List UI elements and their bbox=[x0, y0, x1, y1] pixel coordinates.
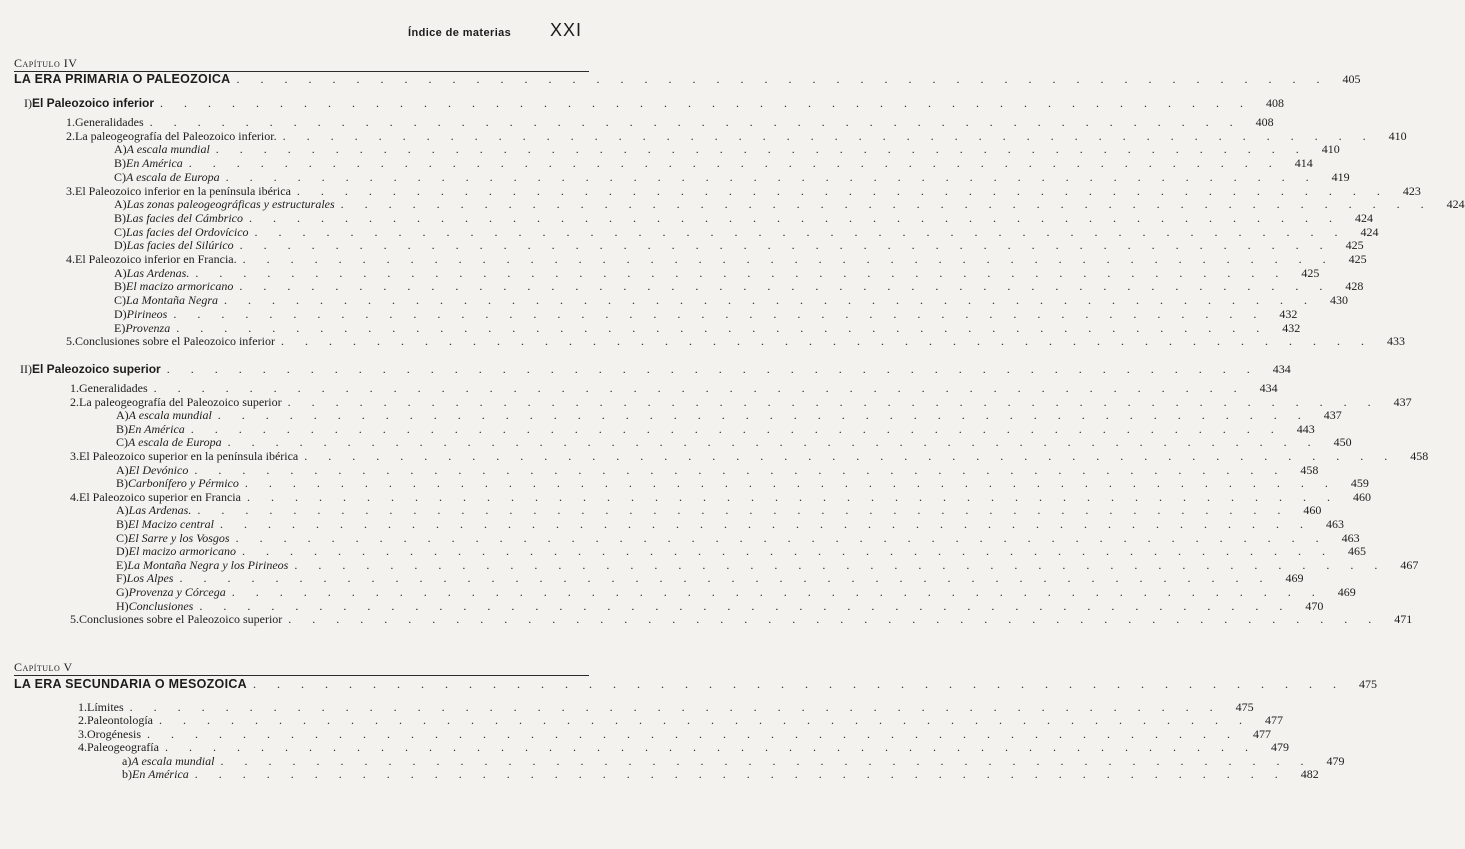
entry-number: B) bbox=[116, 421, 128, 436]
entry-number: II) bbox=[20, 362, 32, 376]
entry-page: 425 bbox=[1301, 265, 1320, 280]
entry-page: 463 bbox=[1325, 517, 1344, 531]
leader-dots: . . . . . . . . . . . . . . . . . . . . . . . . . . . . . . . . . . . . . . . . . . . . . . bbox=[176, 320, 1269, 335]
entry-number: C) bbox=[116, 435, 128, 450]
entry-number: F) bbox=[116, 571, 127, 586]
entry-number: G) bbox=[116, 585, 129, 599]
entry-number: A) bbox=[114, 142, 127, 157]
entry-number: D) bbox=[114, 306, 127, 321]
entry-number: B) bbox=[114, 279, 126, 294]
entry-number: 1. bbox=[78, 700, 87, 714]
entry-page: 475 bbox=[1359, 677, 1378, 691]
chapter-rule bbox=[14, 675, 589, 676]
running-header-title: Índice de materias bbox=[408, 27, 512, 39]
toc-entry bbox=[66, 252, 1367, 266]
entry-title: Las Ardenas. bbox=[126, 265, 190, 280]
entry-number: 2. bbox=[78, 713, 87, 728]
entry-page: 465 bbox=[1348, 544, 1366, 559]
leader-dots: . . . . . . . . . . . . . . . . . . . . . . . . . . . . . . . . . . . . . . . . . . . . . . bbox=[225, 169, 1318, 184]
leader-dots: . . . . . . . . . . . . . . . . . . . . . . . . . . . . . . . . . . . . . . . . . . . . . . bbox=[227, 435, 1320, 450]
entry-number: 4. bbox=[78, 740, 87, 755]
toc-subentry bbox=[116, 462, 1319, 477]
era-heading bbox=[14, 677, 1378, 691]
toc-subentry bbox=[114, 142, 1340, 157]
leader-dots: . . . . . . . . . . . . . . . . . . . . . . . . . . . . . . . . . . . . . . . . . . . . . . bbox=[194, 767, 1287, 781]
entry-number: A) bbox=[116, 503, 129, 518]
era-heading bbox=[14, 72, 1361, 86]
entry-title: Generalidades bbox=[79, 381, 148, 395]
leader-dots: . . . . . . . . . . . . . . . . . . . . . . . . . . . . . . . . . . . . . . . . . . . . . . bbox=[231, 585, 1324, 599]
entry-title: El Sarre y los Vosgos bbox=[128, 530, 230, 545]
entry-page: 477 bbox=[1265, 713, 1283, 728]
entry-page: 428 bbox=[1345, 279, 1364, 294]
toc-entry bbox=[78, 740, 1289, 755]
entry-title: Orogénesis bbox=[87, 726, 141, 741]
entry-number: E) bbox=[114, 320, 126, 335]
page-number: XXI bbox=[549, 20, 582, 40]
leader-dots: . . . . . . . . . . . . . . . . . . . . . . . . . . . . . . . . . . . . . . . . . . . . . . bbox=[219, 517, 1312, 531]
leader-dots: . . . . . . . . . . . . . . . . . . . . . . . . . . . . . . . . . . . . . . . . . . . . . . bbox=[236, 72, 1329, 86]
leader-dots: . . . . . . . . . . . . . . . . . . . . . . . . . . . . . . . . . . . . . . . . . . . . . . bbox=[282, 128, 1375, 143]
toc-entry bbox=[70, 612, 1413, 627]
entry-page: 433 bbox=[1386, 334, 1405, 349]
toc-subentry bbox=[114, 197, 1465, 212]
toc-entry bbox=[78, 713, 1283, 728]
entry-page: 459 bbox=[1350, 476, 1369, 491]
toc-subentry bbox=[116, 544, 1366, 559]
entry-title: Límites bbox=[87, 700, 124, 714]
entry-page: 482 bbox=[1300, 767, 1319, 781]
entry-title: A escala mundial bbox=[131, 753, 215, 768]
entry-number: D) bbox=[114, 238, 127, 253]
entry-title: El Paleozoico superior bbox=[32, 362, 161, 376]
toc-subentry bbox=[116, 476, 1369, 491]
toc-subentry bbox=[116, 530, 1360, 545]
entry-title: En América bbox=[128, 421, 185, 436]
entry-title: En América bbox=[132, 767, 189, 781]
leader-dots: . . . . . . . . . . . . . . . . . . . . . . . . . . . . . . . . . . . . . . . . . . . . . . bbox=[239, 238, 1332, 253]
entry-title: El Paleozoico superior en Francia bbox=[79, 489, 241, 504]
entry-title: A escala de Europa bbox=[128, 435, 222, 450]
entry-page: 419 bbox=[1331, 169, 1350, 184]
entry-page: 460 bbox=[1303, 503, 1322, 518]
toc-subentry bbox=[116, 503, 1322, 518]
entry-number: 3. bbox=[78, 726, 87, 741]
entry-page: 434 bbox=[1259, 381, 1278, 395]
leader-dots: . . . . . . . . . . . . . . . . . . . . . . . . . . . . . . . . . . . . . . . . . . . . . . bbox=[253, 677, 1346, 691]
chapter-label: Capítulo V bbox=[14, 660, 73, 674]
leader-dots: . . . . . . . . . . . . . . . . . . . . . . . . . . . . . . . . . . . . . . . . . . . . . . bbox=[194, 462, 1287, 477]
leader-dots: . . . . . . . . . . . . . . . . . . . . . . . . . . . . . . . . . . . . . . . . . . . . . . bbox=[304, 449, 1397, 463]
toc-entry bbox=[78, 700, 1254, 714]
entry-title: El Devónico bbox=[128, 462, 189, 477]
leader-dots: . . . . . . . . . . . . . . . . . . . . . . . . . . . . . . . . . . . . . . . . . . . . . . bbox=[199, 598, 1292, 613]
entry-title: Los Alpes bbox=[126, 571, 174, 586]
entry-page: 425 bbox=[1345, 238, 1364, 253]
entry-page: 423 bbox=[1402, 183, 1421, 198]
entry-page: 463 bbox=[1341, 530, 1360, 545]
entry-page: 458 bbox=[1410, 449, 1429, 463]
leader-dots: . . . . . . . . . . . . . . . . . . . . . . . . . . . . . . . . . . . . . . . . . . . . . . bbox=[153, 381, 1246, 395]
entry-number: C) bbox=[116, 530, 128, 545]
toc-entry bbox=[66, 334, 1405, 349]
toc-subentry bbox=[114, 224, 1379, 239]
entry-page: 405 bbox=[1342, 72, 1361, 86]
leader-dots: . . . . . . . . . . . . . . . . . . . . . . . . . . . . . . . . . . . . . . . . . . . . . . bbox=[242, 544, 1334, 559]
leader-dots: . . . . . . . . . . . . . . . . . . . . . . . . . . . . . . . . . . . . . . . . . . . . . . bbox=[188, 156, 1281, 171]
entry-number: B) bbox=[114, 156, 126, 171]
entry-number: A) bbox=[116, 462, 129, 477]
entry-title: A escala de Europa bbox=[126, 169, 220, 184]
entry-number: B) bbox=[114, 210, 126, 225]
toc-subentry bbox=[116, 421, 1315, 436]
entry-title: El Paleozoico inferior bbox=[32, 96, 155, 110]
entry-page: 410 bbox=[1321, 142, 1340, 157]
leader-dots: . . . . . . . . . . . . . . . . . . . . . . . . . . . . . . . . . . . . . . . . . . . . . . bbox=[215, 142, 1308, 157]
entry-number: 3. bbox=[66, 183, 75, 198]
section-heading bbox=[20, 362, 1291, 376]
entry-page: 479 bbox=[1270, 740, 1289, 755]
entry-title: Pirineos bbox=[126, 306, 168, 321]
leader-dots: . . . . . . . . . . . . . . . . . . . . . . . . . . . . . . . . . . . . . . . . . . . . . . bbox=[254, 224, 1347, 239]
leader-dots: . . . . . . . . . . . . . . . . . . . . . . . . . . . . . . . . . . . . . . . . . . . . . . bbox=[147, 726, 1239, 741]
entry-number: 2. bbox=[70, 394, 79, 409]
entry-number: 1. bbox=[66, 115, 75, 129]
leader-dots: . . . . . . . . . . . . . . . . . . . . . . . . . . . . . . . . . . . . . . . . . . . . . . bbox=[195, 265, 1288, 280]
entry-title: Las zonas paleogeográficas y estructurales bbox=[126, 197, 335, 212]
leader-dots: . . . . . . . . . . . . . . . . . . . . . . . . . . . . . . . . . . . . . . . . . . . . . . bbox=[242, 252, 1335, 266]
entry-page: 434 bbox=[1272, 362, 1291, 376]
leader-dots: . . . . . . . . . . . . . . . . . . . . . . . . . . . . . . . . . . . . . . . . . . . . . . bbox=[246, 489, 1339, 504]
entry-title: Paleogeografía bbox=[87, 740, 159, 755]
toc-subentry bbox=[114, 306, 1298, 321]
entry-page: 437 bbox=[1323, 408, 1342, 423]
toc-subentry bbox=[114, 265, 1320, 280]
entry-number: C) bbox=[114, 224, 126, 239]
toc-entry bbox=[70, 394, 1412, 409]
entry-title: Conclusiones sobre el Paleozoico inferior bbox=[75, 334, 275, 349]
entry-page: 458 bbox=[1300, 462, 1319, 477]
entry-title: Las facies del Cámbrico bbox=[126, 210, 243, 225]
entry-page: 460 bbox=[1352, 489, 1371, 504]
toc-entry bbox=[66, 115, 1274, 129]
toc-subentry bbox=[114, 156, 1313, 171]
entry-title: En América bbox=[126, 156, 183, 171]
leader-dots: . . . . . . . . . . . . . . . . . . . . . . . . . . . . . . . . . . . . . . . . . . . . . . bbox=[249, 210, 1341, 225]
toc-entry bbox=[66, 183, 1421, 198]
entry-number: 4. bbox=[70, 489, 79, 504]
entry-title: El Macizo central bbox=[128, 517, 214, 531]
entry-page: 424 bbox=[1355, 210, 1373, 225]
entry-page: 432 bbox=[1282, 320, 1301, 335]
entry-title: La Montaña Negra bbox=[126, 293, 219, 308]
entry-title: Provenza y Córcega bbox=[128, 585, 226, 599]
toc-subentry bbox=[116, 517, 1344, 531]
entry-number: A) bbox=[116, 408, 129, 423]
toc-subentry bbox=[116, 598, 1324, 613]
leader-dots: . . . . . . . . . . . . . . . . . . . . . . . . . . . . . . . . . . . . . . . . . . . . . . bbox=[288, 612, 1381, 627]
toc-subentry bbox=[122, 767, 1319, 781]
entry-page: 408 bbox=[1266, 96, 1285, 110]
entry-title: LA ERA PRIMARIA O PALEOZOICA bbox=[14, 72, 231, 86]
entry-number: 3. bbox=[70, 449, 79, 463]
entry-title: Las facies del Silúrico bbox=[126, 238, 234, 253]
entry-page: 437 bbox=[1393, 394, 1412, 409]
entry-number: E) bbox=[116, 557, 128, 572]
leader-dots: . . . . . . . . . . . . . . . . . . . . . . . . . . . . . . . . . . . . . . . . . . . . . . bbox=[173, 306, 1266, 321]
entry-page: 430 bbox=[1330, 293, 1349, 308]
toc-subentry bbox=[114, 210, 1373, 225]
entry-number: A) bbox=[114, 197, 127, 212]
leader-dots: . . . . . . . . . . . . . . . . . . . . . . . . . . . . . . . . . . . . . . . . . . . . . . bbox=[149, 115, 1242, 129]
toc-subentry bbox=[116, 408, 1342, 423]
entry-page: 469 bbox=[1337, 585, 1356, 599]
leader-dots: . . . . . . . . . . . . . . . . . . . . . . . . . . . . . . . . . . . . . . . . . . . . . . bbox=[159, 713, 1251, 728]
entry-page: 477 bbox=[1253, 726, 1271, 741]
entry-page: 443 bbox=[1296, 421, 1315, 436]
entry-title: A escala mundial bbox=[126, 142, 210, 157]
entry-number: H) bbox=[116, 598, 129, 613]
entry-page: 408 bbox=[1255, 115, 1274, 129]
leader-dots: . . . . . . . . . . . . . . . . . . . . . . . . . . . . . . . . . . . . . . . . . . . . . . bbox=[294, 557, 1387, 572]
toc-entry bbox=[70, 381, 1278, 395]
entry-number: b) bbox=[122, 767, 132, 781]
entry-title: Conclusiones sobre el Paleozoico superior bbox=[79, 612, 283, 627]
entry-page: 425 bbox=[1348, 252, 1367, 266]
toc-subentry bbox=[116, 557, 1419, 572]
toc-subentry bbox=[116, 571, 1304, 586]
leader-dots: . . . . . . . . . . . . . . . . . . . . . . . . . . . . . . . . . . . . . . . . . . . . . . bbox=[287, 394, 1380, 409]
entry-number: B) bbox=[116, 517, 128, 531]
entry-title: Paleontología bbox=[87, 713, 153, 728]
entry-number: 4. bbox=[66, 252, 75, 266]
entry-title: La paleogeografía del Paleozoico superior bbox=[79, 394, 282, 409]
entry-number: 5. bbox=[70, 612, 79, 627]
entry-number: I) bbox=[24, 96, 32, 110]
entry-title: El Paleozoico inferior en la península ibérica bbox=[75, 183, 291, 198]
entry-number: 2. bbox=[66, 128, 75, 143]
entry-page: 470 bbox=[1305, 598, 1324, 613]
leader-dots: . . . . . . . . . . . . . . . . . . . . . . . . . . . . . . . . . . . . . . . . . . . . . . bbox=[220, 753, 1313, 768]
entry-title: La Montaña Negra y los Pirineos bbox=[127, 557, 289, 572]
toc-subentry bbox=[114, 169, 1350, 184]
page-header bbox=[0, 20, 600, 50]
entry-page: 432 bbox=[1279, 306, 1298, 321]
entry-page: 467 bbox=[1400, 557, 1419, 572]
toc-subentry bbox=[116, 585, 1356, 599]
toc-subentry bbox=[116, 435, 1352, 450]
leader-dots: . . . . . . . . . . . . . . . . . . . . . . . . . . . . . . . . . . . . . . . . . . . . . . bbox=[217, 408, 1310, 423]
leader-dots: . . . . . . . . . . . . . . . . . . . . . . . . . . . . . . . . . . . . . . . . . . . . . . bbox=[224, 293, 1317, 308]
entry-page: 479 bbox=[1326, 753, 1345, 768]
entry-title: LA ERA SECUNDARIA O MESOZOICA bbox=[14, 677, 248, 691]
entry-title: El macizo armoricano bbox=[126, 279, 234, 294]
leader-dots: . . . . . . . . . . . . . . . . . . . . . . . . . . . . . . . . . . . . . . . . . . . . . . bbox=[244, 476, 1337, 491]
entry-title: Las facies del Ordovícico bbox=[126, 224, 249, 239]
leader-dots: . . . . . . . . . . . . . . . . . . . . . . . . . . . . . . . . . . . . . . . . . . . . . . bbox=[280, 334, 1373, 349]
toc-entry bbox=[66, 128, 1407, 143]
leader-dots: . . . . . . . . . . . . . . . . . . . . . . . . . . . . . . . . . . . . . . . . . . . . . . bbox=[160, 96, 1253, 110]
entry-number: a) bbox=[122, 753, 132, 768]
leader-dots: . . . . . . . . . . . . . . . . . . . . . . . . . . . . . . . . . . . . . . . . . . . . . . bbox=[190, 421, 1283, 436]
leader-dots: . . . . . . . . . . . . . . . . . . . . . . . . . . . . . . . . . . . . . . . . . . . . . . bbox=[235, 530, 1328, 545]
toc-subentry bbox=[114, 279, 1364, 294]
entry-page: 471 bbox=[1394, 612, 1413, 627]
leader-dots: . . . . . . . . . . . . . . . . . . . . . . . . . . . . . . . . . . . . . . . . . . . . . . bbox=[179, 571, 1272, 586]
entry-number: 5. bbox=[66, 334, 75, 349]
toc-entry bbox=[70, 449, 1429, 463]
toc-entry bbox=[78, 726, 1271, 741]
chapter-label: Capítulo IV bbox=[14, 56, 78, 70]
toc-subentry bbox=[122, 753, 1345, 768]
entry-number: 1. bbox=[70, 381, 79, 395]
toc-subentry bbox=[114, 320, 1301, 335]
leader-dots: . . . . . . . . . . . . . . . . . . . . . . . . . . . . . . . . . . . . . . . . . . . . . . bbox=[164, 740, 1257, 755]
entry-title: El Paleozoico inferior en Francia. bbox=[75, 252, 237, 266]
leader-dots: . . . . . . . . . . . . . . . . . . . . . . . . . . . . . . . . . . . . . . . . . . . . . . bbox=[239, 279, 1332, 294]
entry-title: Carbonífero y Pérmico bbox=[128, 476, 239, 491]
entry-page: 424 bbox=[1446, 197, 1465, 212]
toc-entry bbox=[70, 489, 1371, 504]
toc-subentry bbox=[114, 293, 1349, 308]
entry-page: 475 bbox=[1235, 700, 1254, 714]
entry-number: B) bbox=[116, 476, 128, 491]
entry-page: 469 bbox=[1285, 571, 1304, 586]
entry-page: 424 bbox=[1360, 224, 1379, 239]
entry-title: Las Ardenas. bbox=[128, 503, 192, 518]
entry-title: Conclusiones bbox=[128, 598, 194, 613]
entry-number: C) bbox=[114, 169, 126, 184]
toc-subentry bbox=[114, 238, 1364, 253]
entry-title: Generalidades bbox=[75, 115, 144, 129]
leader-dots: . . . . . . . . . . . . . . . . . . . . . . . . . . . . . . . . . . . . . . . . . . . . . . bbox=[296, 183, 1389, 198]
entry-number: C) bbox=[114, 293, 126, 308]
entry-number: A) bbox=[114, 265, 127, 280]
entry-title: Provenza bbox=[125, 320, 171, 335]
leader-dots: . . . . . . . . . . . . . . . . . . . . . . . . . . . . . . . . . . . . . . . . . . . . . . bbox=[197, 503, 1290, 518]
entry-page: 450 bbox=[1333, 435, 1352, 450]
entry-title: El Paleozoico superior en la península ibérica bbox=[79, 449, 299, 463]
leader-dots: . . . . . . . . . . . . . . . . . . . . . . . . . . . . . . . . . . . . . . . . . . . . . . bbox=[129, 700, 1222, 714]
entry-title: El macizo armoricano bbox=[128, 544, 236, 559]
entry-number: D) bbox=[116, 544, 129, 559]
entry-page: 414 bbox=[1294, 156, 1313, 171]
entry-title: A escala mundial bbox=[128, 408, 212, 423]
leader-dots: . . . . . . . . . . . . . . . . . . . . . . . . . . . . . . . . . . . . . . . . . . . . . . bbox=[340, 197, 1433, 212]
entry-page: 410 bbox=[1388, 128, 1407, 143]
entry-title: La paleogeografía del Paleozoico inferior. bbox=[75, 128, 277, 143]
leader-dots: . . . . . . . . . . . . . . . . . . . . . . . . . . . . . . . . . . . . . . . . . . . . . . bbox=[166, 362, 1259, 376]
section-heading bbox=[24, 96, 1285, 110]
